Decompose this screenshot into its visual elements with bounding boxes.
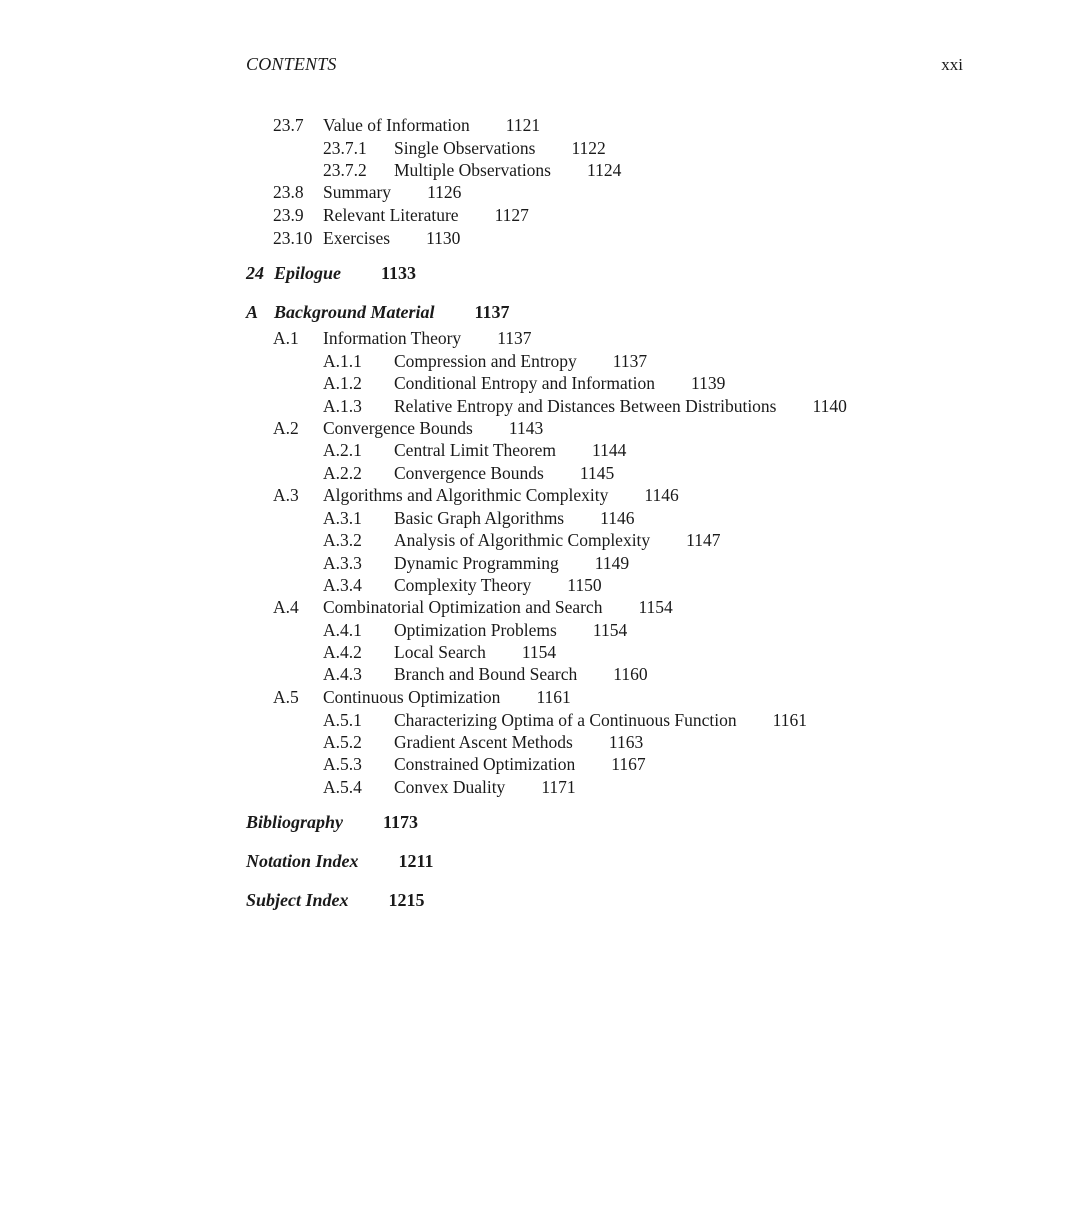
toc-entry-page: 1139 [691, 373, 726, 393]
toc-entry-number: A.5.1 [323, 710, 362, 730]
toc-chapter-page: 1173 [383, 812, 419, 832]
toc-entry-page: 1150 [567, 575, 602, 595]
toc-entry-page: 1171 [541, 777, 576, 797]
toc-entry-number: A.4 [273, 597, 299, 617]
toc-entry-page: 1147 [686, 530, 721, 550]
toc-entry-number: A.2 [273, 418, 299, 438]
toc-entry-title: Complexity Theory 1150 [394, 575, 602, 595]
toc-entry-number: A.1.1 [323, 351, 362, 371]
toc-entry-page: 1146 [600, 508, 635, 528]
toc-entry-title: Relevant Literature 1127 [323, 205, 529, 225]
toc-entry-title: Single Observations 1122 [394, 138, 606, 158]
toc-entry-page: 1146 [644, 485, 679, 505]
running-head: CONTENTS [246, 54, 337, 74]
toc-entry-page: 1161 [772, 710, 808, 730]
toc-entry-page: 1143 [508, 418, 544, 438]
toc-entry-number: A.5.2 [323, 732, 362, 752]
toc-entry-page: 1163 [608, 732, 644, 752]
toc-subject-index[interactable] [246, 888, 425, 912]
toc-entry-title: Convergence Bounds 1145 [394, 463, 615, 483]
toc-entry-page: 1145 [579, 463, 615, 483]
toc-entry-page: 1160 [613, 664, 648, 684]
toc-entry-number: A.4.1 [323, 620, 362, 640]
toc-entry-number: A.1.2 [323, 373, 362, 393]
toc-entry-number: 23.7 [273, 115, 304, 135]
toc-entry-number: A.5.3 [323, 754, 362, 774]
toc-entry-page: 1124 [587, 160, 622, 180]
toc-entry-page: 1167 [611, 754, 646, 774]
toc-entry-title: Analysis of Algorithmic Complexity 1147 [394, 530, 721, 550]
toc-entry-page: 1137 [612, 351, 648, 371]
toc-entry-title: Convergence Bounds 1143 [323, 418, 544, 438]
toc-entry-page: 1144 [592, 440, 627, 460]
toc-entry-page: 1140 [812, 396, 847, 416]
toc-entry-number: 23.8 [273, 182, 304, 202]
toc-entry-number: 23.7.2 [323, 160, 367, 180]
toc-chapter-a[interactable] [246, 300, 510, 324]
toc-chapter-title: Notation Index [246, 851, 359, 871]
toc-entry-title: Algorithms and Algorithmic Complexity 1146 [323, 485, 679, 505]
toc-entry-title: Gradient Ascent Methods 1163 [394, 732, 644, 752]
toc-entry-title: Branch and Bound Search 1160 [394, 664, 648, 684]
toc-chapter-number: A [246, 302, 259, 322]
toc-entry-number: A.2.2 [323, 463, 362, 483]
toc-entry-title: Information Theory 1137 [323, 328, 532, 348]
toc-chapter-title: Epilogue [274, 263, 342, 283]
toc-entry-page: 1121 [505, 115, 541, 135]
toc-entry-title: Characterizing Optima of a Continuous Function 1161 [394, 710, 808, 730]
toc-chapter-title: Background Material [274, 302, 435, 322]
toc-entry-number: A.4.2 [323, 642, 362, 662]
toc-chapter-page: 1137 [474, 302, 510, 322]
toc-entry-page: 1130 [426, 228, 461, 248]
toc-entry-page: 1149 [594, 553, 630, 573]
toc-chapter-title: Subject Index [246, 890, 349, 910]
toc-entry-title: Optimization Problems 1154 [394, 620, 628, 640]
toc-chapter-title: Bibliography [246, 812, 344, 832]
toc-entry-title: Central Limit Theorem 1144 [394, 440, 627, 460]
toc-entry-number: A.3.4 [323, 575, 362, 595]
toc-entry-title: Compression and Entropy 1137 [394, 351, 648, 371]
toc-chapter-number: 24 [246, 263, 264, 283]
toc-notation-index[interactable] [246, 849, 434, 873]
toc-entry-title: Dynamic Programming 1149 [394, 553, 630, 573]
toc-entry-number: A.4.3 [323, 664, 362, 684]
toc-entry-number: A.5 [273, 687, 299, 707]
toc-entry-title: Basic Graph Algorithms 1146 [394, 508, 635, 528]
toc-entry-title: Combinatorial Optimization and Search 1154 [323, 597, 673, 617]
toc-entry-page: 1154 [592, 620, 628, 640]
toc-chapter-page: 1211 [398, 851, 434, 871]
toc-entry-title: Conditional Entropy and Information 1139 [394, 373, 726, 393]
toc-entry-number: A.3 [273, 485, 299, 505]
toc-entry-title: Summary 1126 [323, 182, 462, 202]
toc-entry-page: 1127 [494, 205, 529, 225]
toc-bibliography[interactable] [246, 810, 418, 834]
toc-entry-number: A.5.4 [323, 777, 362, 797]
toc-chapter-24[interactable] [246, 261, 416, 285]
toc-entry-number: A.2.1 [323, 440, 362, 460]
toc-entry-title: Multiple Observations 1124 [394, 160, 622, 180]
toc-chapter-page: 1215 [388, 890, 425, 910]
toc-entry-number: A.3.2 [323, 530, 362, 550]
toc-entry-page: 1154 [521, 642, 557, 662]
toc-entry-title: Local Search 1154 [394, 642, 557, 662]
toc-entry-title: Exercises 1130 [323, 228, 461, 248]
toc-entry-title: Continuous Optimization 1161 [323, 687, 571, 707]
toc-entry-number: A.3.1 [323, 508, 362, 528]
toc-entry-title: Relative Entropy and Distances Between Distributions 1140 [394, 396, 847, 416]
toc-chapter-page: 1133 [381, 263, 417, 283]
toc-entry-number: 23.7.1 [323, 138, 367, 158]
toc-entry-number: 23.9 [273, 205, 304, 225]
toc-entry-number: A.1.3 [323, 396, 362, 416]
page-number: xxi [941, 55, 963, 74]
toc-entry-number: A.3.3 [323, 553, 362, 573]
toc-entry-title: Constrained Optimization 1167 [394, 754, 646, 774]
toc-entry-page: 1122 [571, 138, 606, 158]
toc-entry-number: A.1 [273, 328, 299, 348]
toc-entry-page: 1161 [536, 687, 571, 707]
toc-entry-number: 23.10 [273, 228, 313, 248]
toc-entry-page: 1137 [497, 328, 532, 348]
toc-entry-page: 1126 [427, 182, 462, 202]
toc-entry-page: 1154 [638, 597, 673, 617]
toc-entry-title: Value of Information 1121 [323, 115, 541, 135]
toc-entry-title: Convex Duality 1171 [394, 777, 576, 797]
